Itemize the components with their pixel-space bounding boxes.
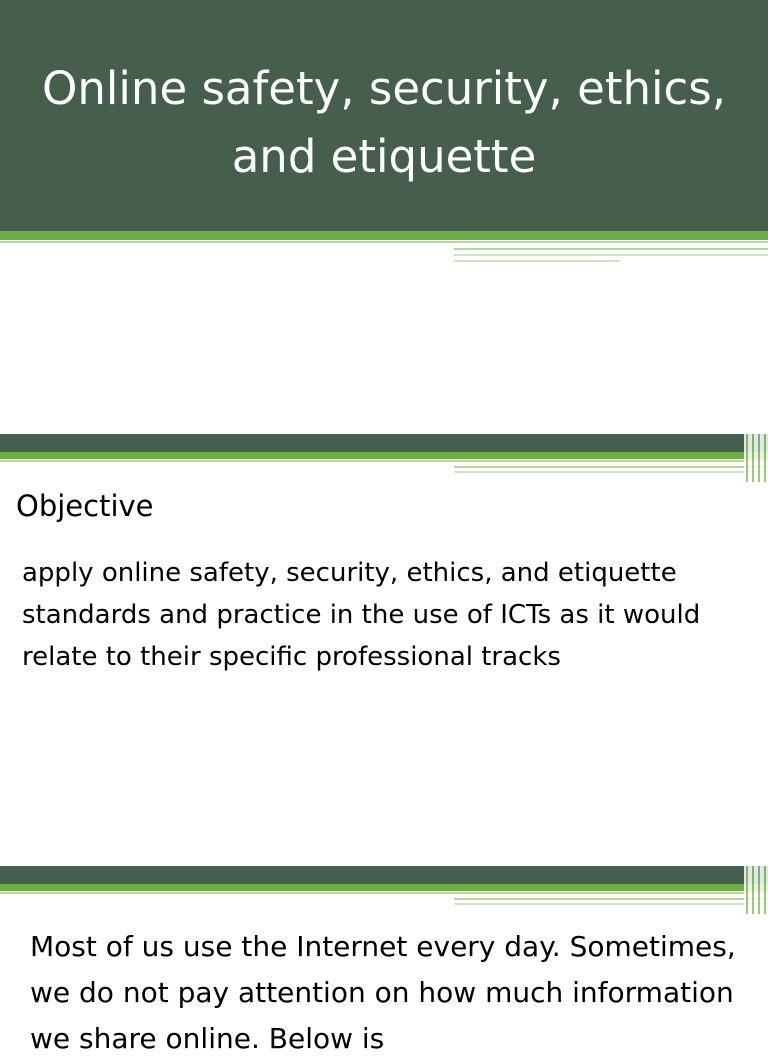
accent-bar <box>0 231 768 240</box>
accent-line <box>0 241 768 243</box>
intro-slide <box>0 866 768 1055</box>
accent-line <box>454 248 768 250</box>
slide-body-text: Most of us use the Internet every day. Sometimes, we do not pay attention on how much information we share online. Below is <box>30 930 736 1055</box>
accent-line <box>454 260 620 262</box>
accent-line <box>454 471 768 473</box>
slide-title: Online safety, security, ethics, and etiquette <box>41 61 726 183</box>
accent-bar <box>0 884 768 891</box>
slide-heading: Objective <box>16 489 154 523</box>
decorative-stripes <box>744 434 768 482</box>
objective-slide <box>0 434 768 866</box>
accent-bar <box>0 452 768 459</box>
accent-line <box>454 254 768 256</box>
accent-line <box>454 903 768 905</box>
slide-header-band <box>0 866 768 884</box>
accent-line <box>454 898 768 900</box>
accent-line <box>454 466 768 468</box>
slide-body-text: apply online safety, security, ethics, and etiquette standards and practice in the use of ICTs as it would relate to their specific professional tracks <box>22 558 701 672</box>
accent-line <box>0 460 768 462</box>
title-banner <box>0 0 768 231</box>
decorative-stripes <box>744 866 768 914</box>
accent-line <box>0 892 768 894</box>
title-slide <box>0 0 768 434</box>
slide-header-band <box>0 434 768 452</box>
